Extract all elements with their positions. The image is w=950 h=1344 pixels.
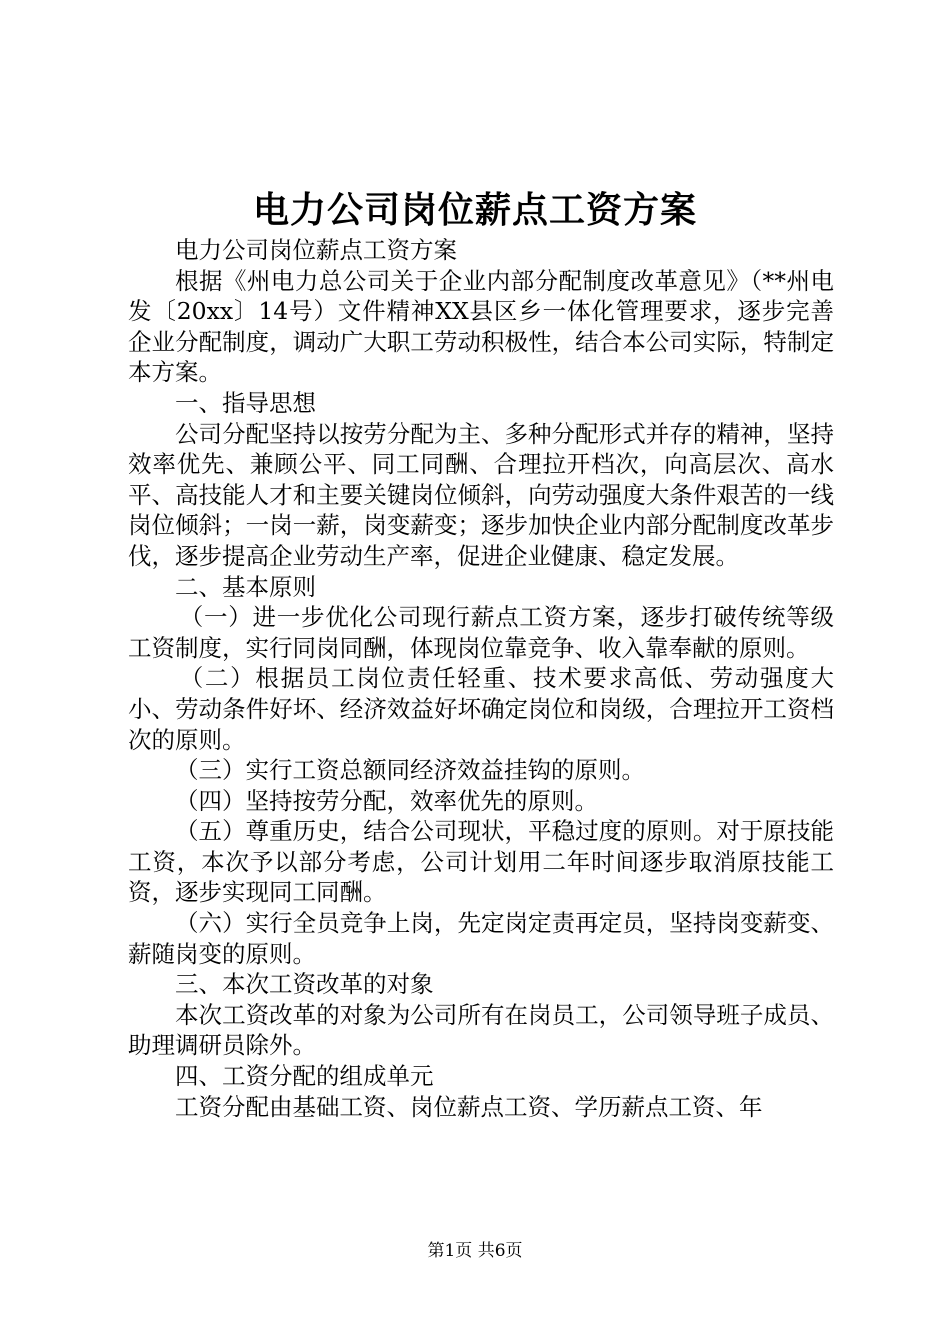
paragraph-subtitle: 电力公司岗位薪点工资方案	[175, 236, 457, 264]
paragraph-reform-target: 本次工资改革的对象为公司所有在岗员工，公司领导班子成员、助理调研员除外。	[128, 1000, 834, 1060]
section-heading-1: 一、指导思想	[175, 388, 316, 417]
paragraph-guiding-thought: 公司分配坚持以按劳分配为主、多种分配形式并存的精神，坚持效率优先、兼顾公平、同工同酬、合理拉开档次，向高层次、高水平、高技能人才和主要关键岗位倾斜，向劳动强度大条件艰苦的一线岗位倾斜；一岗一薪，岗变薪变；逐步加快企业内部分配制度改革步伐，逐步提高企业劳动生产率，促进企业健康、稳定发展。	[128, 419, 834, 570]
document-body	[128, 235, 834, 1122]
principle-item-6: （六）实行全员竞争上岗，先定岗定责再定员，坚持岗变薪变、薪随岗变的原则。	[128, 909, 834, 968]
principle-item-5: （五）尊重历史，结合公司现状，平稳过度的原则。对于原技能工资，本次予以部分考虑，公司计划用二年时间逐步取消原技能工资，逐步实现同工同酬。	[128, 817, 834, 907]
document-title: 电力公司岗位薪点工资方案	[252, 189, 697, 231]
section-heading-3: 三、本次工资改革的对象	[175, 970, 434, 999]
principle-item-4: （四）坚持按劳分配，效率优先的原则。	[175, 786, 598, 815]
principle-item-2: （二）根据员工岗位责任轻重、技术要求高低、劳动强度大小、劳动条件好坏、经济效益好坏确定岗位和岗级，合理拉开工资档次的原则。	[128, 664, 834, 754]
paragraph-wage-composition: 工资分配由基础工资、岗位薪点工资、学历薪点工资、年	[175, 1092, 763, 1121]
paragraph-intro: 根据《州电力总公司关于企业内部分配制度改革意见》（**州电发〔20xx〕14号）文件精神XX县区乡一体化管理要求，逐步完善企业分配制度，调动广大职工劳动积极性，结合本公司实际，特制定本方案。	[128, 266, 834, 387]
section-heading-4: 四、工资分配的组成单元	[175, 1062, 434, 1091]
section-heading-2: 二、基本原则	[175, 572, 316, 601]
page-number-footer: 第1页 共6页	[427, 1241, 523, 1261]
principle-item-3: （三）实行工资总额同经济效益挂钩的原则。	[175, 756, 645, 785]
principle-item-1: （一）进一步优化公司现行薪点工资方案，逐步打破传统等级工资制度，实行同岗同酬，体现岗位靠竞争、收入靠奉献的原则。	[128, 603, 834, 662]
